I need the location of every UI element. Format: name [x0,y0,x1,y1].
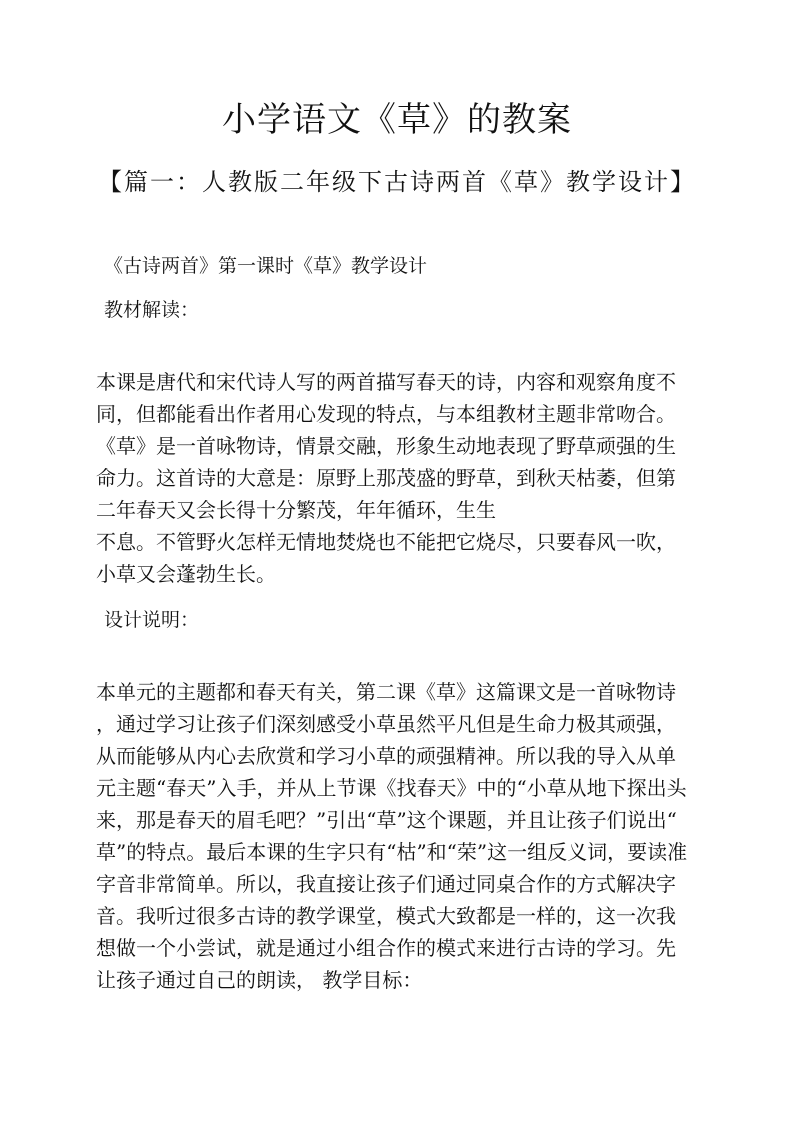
paragraph-line: 元主题“春天”入手，并从上节课《找春天》中的“小草从地下探出头 [96,776,687,800]
section-heading: 《古诗两首》第一课时《草》教学设计 [104,255,428,277]
document-title: 小学语文《草》的教案 [222,100,572,140]
paragraph-line: 字音非常简单。所以，我直接让孩子们通过同桌合作的方式解决字 [96,872,676,896]
paragraph-line: 二年春天又会长得十分繁茂，年年循环，生生 [96,498,496,522]
paragraph-line: 命力。这首诗的大意是：原野上那茂盛的野草，到秋天枯萎，但第 [96,466,676,490]
paragraph-line: 本单元的主题都和春天有关，第二课《草》这篇课文是一首咏物诗 [96,680,676,704]
paragraph-line: ，通过学习让孩子们深刻感受小草虽然平凡但是生命力极其顽强， [96,712,676,736]
paragraph-line: 让孩子通过自己的朗读， 教学目标： [96,968,423,992]
paragraph-line: 不息。不管野火怎样无情地焚烧也不能把它烧尽，只要春风一吹， [96,530,676,554]
paragraph-line: 小草又会蓬勃生长。 [96,562,276,586]
design-label: 设计说明： [104,609,200,631]
paragraph-line: 从而能够从内心去欣赏和学习小草的顽强精神。所以我的导入从单 [96,744,676,768]
document-subtitle: 【篇一：人教版二年级下古诗两首《草》教学设计】 [98,168,696,196]
paragraph-line: 草”的特点。最后本课的生字只有“枯”和“荣”这一组反义词，要读准 [96,840,688,864]
paragraph-line: 想做一个小尝试，就是通过小组合作的模式来进行古诗的学习。先 [96,936,676,960]
paragraph-line: 《草》是一首咏物诗，情景交融，形象生动地表现了野草顽强的生 [96,434,676,458]
paragraph-line: 来，那是春天的眉毛吧？”引出“草”这个课题，并且让孩子们说出“ [96,808,677,832]
textbook-label: 教材解读： [104,299,200,321]
paragraph-line: 同，但都能看出作者用心发现的特点，与本组教材主题非常吻合。 [96,402,676,426]
paragraph-line: 本课是唐代和宋代诗人写的两首描写春天的诗，内容和观察角度不 [96,370,676,394]
paragraph-line: 音。我听过很多古诗的教学课堂，模式大致都是一样的，这一次我 [96,904,676,928]
